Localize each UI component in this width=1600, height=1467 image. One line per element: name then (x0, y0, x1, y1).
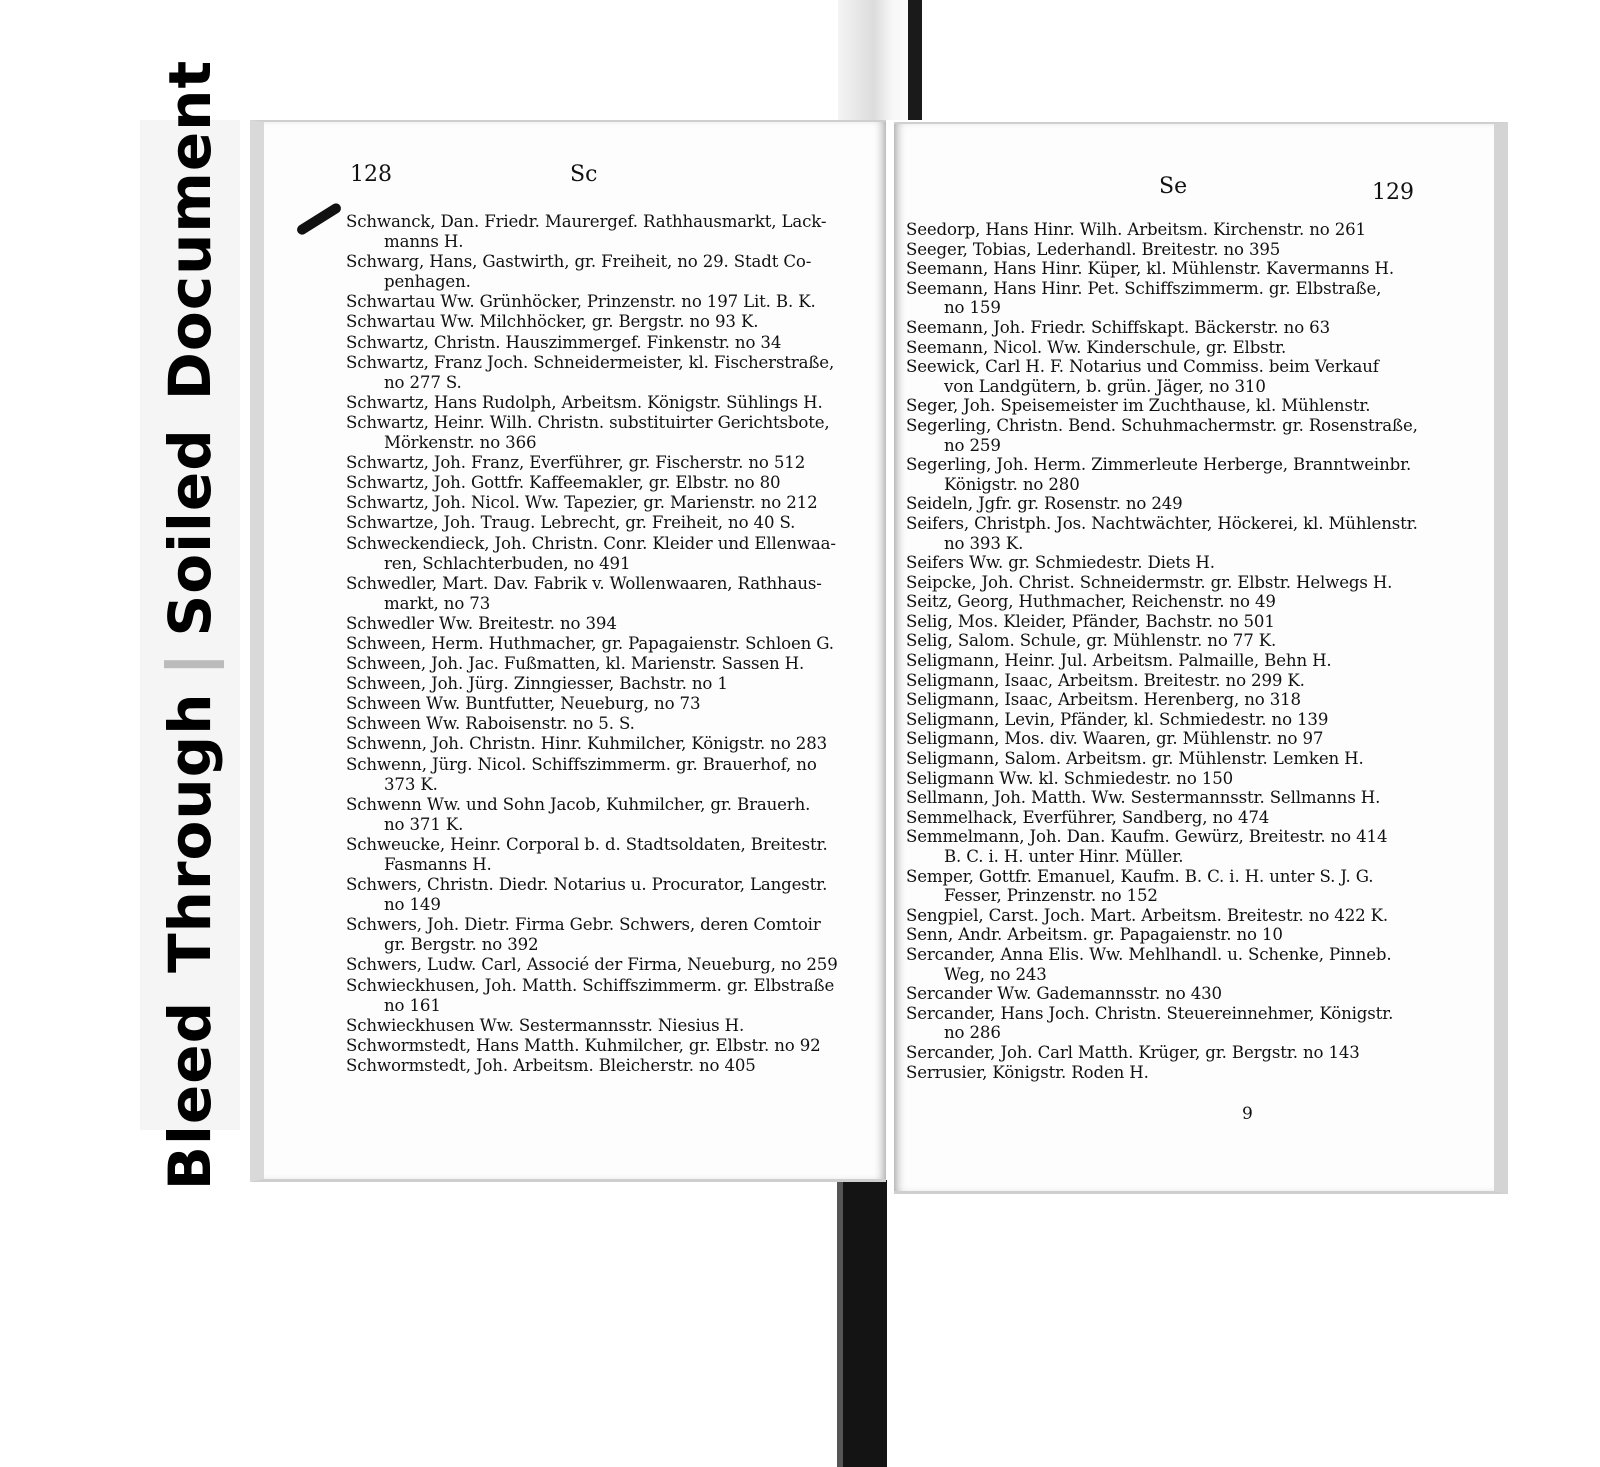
entry-line: Schwartz, Joh. Gottfr. Kaffeemakler, gr. Elbstr. no 80 (346, 473, 781, 493)
directory-entry (906, 729, 1476, 749)
directory-entry (346, 473, 886, 493)
entry-line: Seifers Ww. gr. Schmiedestr. Diets H. (906, 553, 1215, 573)
entry-continuation: Königstr. no 280 (944, 474, 1080, 494)
right-entry-list (906, 220, 1476, 1082)
entry-continuation: Fasmanns H. (384, 855, 492, 874)
left-page (250, 120, 886, 1182)
entry-line: Schwedler Ww. Breitestr. no 394 (346, 613, 617, 633)
directory-entry (346, 513, 886, 533)
directory-entry (906, 808, 1476, 828)
entry-continuation: markt, no 73 (384, 593, 491, 613)
entry-line: Schwartz, Franz Joch. Schneidermeister, kl. Fischerstraße, (346, 352, 835, 372)
entry-continuation: no 159 (944, 298, 1001, 318)
entry-line: Schwarg, Hans, Gastwirth, gr. Freiheit, no 29. Stadt Co- (346, 252, 812, 272)
entry-line: Schween, Joh. Jac. Fußmatten, kl. Marienstr. Sassen H. (346, 654, 805, 674)
directory-entry (346, 976, 886, 1016)
directory-entry (906, 494, 1476, 514)
directory-entry (906, 671, 1476, 691)
entry-line: Sengpiel, Carst. Joch. Mart. Arbeitsm. Breitestr. no 422 K. (906, 905, 1389, 925)
entry-line: Schwartz, Joh. Nicol. Ww. Tapezier, gr. Marienstr. no 212 (346, 493, 818, 513)
entry-line: Seligmann, Levin, Pfänder, kl. Schmiedestr. no 139 (906, 709, 1329, 729)
directory-entry (346, 353, 886, 393)
directory-entry (346, 955, 886, 975)
entry-line: Semper, Gottfr. Emanuel, Kaufm. B. C. i. H. unter S. J. G. (906, 866, 1374, 886)
entry-line: Schwers, Ludw. Carl, Associé der Firma, Neueburg, no 259 (346, 955, 838, 975)
entry-line: Sercander, Anna Elis. Ww. Mehlhandl. u. Schenke, Pinneb. (906, 944, 1392, 964)
degradation-label-text (156, 46, 224, 1204)
entry-line: Seligmann, Isaac, Arbeitsm. Herenberg, no 318 (906, 690, 1301, 710)
entry-continuation: ren, Schlachterbuden, no 491 (384, 553, 631, 573)
entry-line: Schweucke, Heinr. Corporal b. d. Stadtsoldaten, Breitestr. (346, 834, 828, 854)
entry-line: Serrusier, Königstr. Roden H. (906, 1062, 1149, 1082)
directory-entry (346, 694, 886, 714)
directory-entry (346, 1016, 886, 1036)
entry-line: Schwenn, Jürg. Nicol. Schiffszimmerm. gr. Brauerhof, no (346, 754, 817, 774)
left-entry-list (346, 212, 886, 1076)
directory-entry (346, 292, 886, 312)
entry-continuation: Weg, no 243 (944, 964, 1047, 984)
entry-continuation: no 286 (944, 1023, 1001, 1043)
directory-entry (346, 634, 886, 654)
directory-entry (346, 875, 886, 915)
entry-line: Selig, Salom. Schule, gr. Mühlenstr. no 77 K. (906, 631, 1277, 651)
directory-entry (346, 252, 886, 292)
entry-line: Seemann, Hans Hinr. Pet. Schiffszimmerm. gr. Elbstraße, (906, 278, 1382, 298)
entry-line: Schwieckhusen, Joh. Matth. Schiffszimmerm. gr. Elbstraße (346, 975, 835, 995)
entry-line: Seemann, Nicol. Ww. Kinderschule, gr. Elbstr. (906, 337, 1287, 357)
entry-line: Schwers, Joh. Dietr. Firma Gebr. Schwers, deren Comtoir (346, 915, 821, 935)
right-page-number: 129 (1372, 180, 1414, 205)
entry-line: Seeger, Tobias, Lederhandl. Breitestr. no 395 (906, 239, 1281, 259)
directory-entry (346, 493, 886, 513)
entry-continuation: Fesser, Prinzenstr. no 152 (944, 886, 1158, 906)
directory-entry (906, 984, 1476, 1004)
entry-line: Schwormstedt, Joh. Arbeitsm. Bleicherstr. no 405 (346, 1055, 756, 1075)
directory-entry (906, 945, 1476, 984)
entry-line: Seligmann Ww. kl. Schmiedestr. no 150 (906, 768, 1234, 788)
left-page-number: 128 (350, 162, 392, 187)
entry-line: Segerling, Christn. Bend. Schuhmachermstr. gr. Rosenstraße, (906, 415, 1418, 435)
directory-entry (906, 259, 1476, 279)
entry-line: Schwartz, Hans Rudolph, Arbeitsm. Königstr. Sühlings H. (346, 392, 823, 412)
entry-continuation: Mörkenstr. no 366 (384, 433, 537, 453)
entry-line: Schween, Herm. Huthmacher, gr. Papagaienstr. Schloen G. (346, 633, 834, 653)
directory-entry (906, 690, 1476, 710)
entry-line: Semmelhack, Everführer, Sandberg, no 474 (906, 807, 1270, 827)
book-spine-top (838, 0, 928, 120)
directory-entry (906, 416, 1476, 455)
entry-continuation: no 161 (384, 995, 441, 1015)
entry-continuation: gr. Bergstr. no 392 (384, 935, 539, 955)
entry-continuation: B. C. i. H. unter Hinr. Müller. (944, 847, 1184, 866)
directory-entry (346, 413, 886, 453)
directory-entry (906, 357, 1476, 396)
directory-entry (906, 769, 1476, 789)
directory-entry (906, 573, 1476, 593)
label-separator (164, 661, 224, 669)
directory-entry (346, 674, 886, 694)
entry-continuation: no 259 (944, 435, 1001, 455)
directory-entry (346, 915, 886, 955)
entry-continuation: no 393 K. (944, 533, 1024, 553)
directory-entry (906, 592, 1476, 612)
directory-entry (346, 835, 886, 875)
directory-entry (346, 755, 886, 795)
directory-entry (906, 318, 1476, 338)
book-spine-bottom (837, 1180, 887, 1467)
entry-line: Schween Ww. Raboisenstr. no 5. S. (346, 714, 635, 734)
entry-line: Schwers, Christn. Diedr. Notarius u. Procurator, Langestr. (346, 875, 828, 895)
entry-continuation: manns H. (384, 232, 464, 252)
entry-line: Schween Ww. Buntfutter, Neueburg, no 73 (346, 694, 701, 714)
entry-line: Schwedler, Mart. Dav. Fabrik v. Wollenwaaren, Rathhaus- (346, 573, 822, 593)
directory-entry (346, 574, 886, 614)
entry-line: Seligmann, Heinr. Jul. Arbeitsm. Palmaille, Behn H. (906, 651, 1332, 671)
directory-entry (906, 279, 1476, 318)
directory-entry (906, 514, 1476, 553)
entry-line: Seipcke, Joh. Christ. Schneidermstr. gr. Elbstr. Helwegs H. (906, 572, 1393, 592)
left-running-head: Sc (570, 162, 598, 187)
directory-entry (346, 534, 886, 574)
entry-line: Schwormstedt, Hans Matth. Kuhmilcher, gr. Elbstr. no 92 (346, 1035, 821, 1055)
entry-continuation: no 277 S. (384, 372, 462, 392)
directory-entry (906, 396, 1476, 416)
entry-line: Semmelmann, Joh. Dan. Kaufm. Gewürz, Breitestr. no 414 (906, 827, 1388, 847)
entry-continuation: von Landgütern, b. grün. Jäger, no 310 (944, 376, 1266, 396)
directory-entry (346, 795, 886, 835)
directory-entry (906, 1043, 1476, 1063)
label-word-soiled: Soiled (156, 428, 224, 637)
directory-entry (906, 925, 1476, 945)
entry-line: Segerling, Joh. Herm. Zimmerleute Herberge, Branntweinbr. (906, 455, 1412, 475)
directory-entry (906, 455, 1476, 494)
directory-entry (906, 553, 1476, 573)
directory-entry (906, 749, 1476, 769)
directory-entry (346, 614, 886, 634)
directory-entry (906, 220, 1476, 240)
entry-line: Schwenn Ww. und Sohn Jacob, Kuhmilcher, gr. Brauerh. (346, 794, 811, 814)
directory-entry (906, 827, 1476, 866)
label-word-through: Through (156, 692, 224, 973)
directory-entry (346, 734, 886, 754)
signature-mark: 9 (1242, 1104, 1253, 1124)
directory-entry (906, 240, 1476, 260)
entry-line: Seitz, Georg, Huthmacher, Reichenstr. no 49 (906, 592, 1276, 612)
right-running-head: Se (1159, 174, 1188, 199)
entry-continuation: no 149 (384, 895, 441, 915)
entry-line: Seedorp, Hans Hinr. Wilh. Arbeitsm. Kirchenstr. no 261 (906, 220, 1366, 239)
directory-entry (346, 654, 886, 674)
degradation-label (140, 59, 240, 1191)
directory-entry (906, 631, 1476, 651)
label-word-bleed: Bleed (156, 1000, 224, 1191)
entry-line: Schwieckhusen Ww. Sestermannsstr. Niesius H. (346, 1015, 745, 1035)
entry-line: Schwartz, Joh. Franz, Everführer, gr. Fischerstr. no 512 (346, 453, 806, 473)
entry-line: Seemann, Joh. Friedr. Schiffskapt. Bäckerstr. no 63 (906, 317, 1330, 337)
entry-continuation: 373 K. (384, 774, 438, 794)
entry-line: Seger, Joh. Speisemeister im Zuchthause, kl. Mühlenstr. (906, 396, 1371, 416)
directory-entry (906, 338, 1476, 358)
entry-line: Seligmann, Isaac, Arbeitsm. Breitestr. no 299 K. (906, 670, 1305, 690)
directory-entry (906, 710, 1476, 730)
right-page (894, 122, 1508, 1194)
directory-entry (906, 612, 1476, 632)
directory-entry (906, 906, 1476, 926)
entry-line: Sellmann, Joh. Matth. Ww. Sestermannsstr. Sellmanns H. (906, 788, 1381, 808)
entry-continuation: no 371 K. (384, 814, 464, 834)
entry-line: Schwenn, Joh. Christn. Hinr. Kuhmilcher, Königstr. no 283 (346, 734, 828, 754)
entry-line: Schwanck, Dan. Friedr. Maurergef. Rathhausmarkt, Lack- (346, 212, 827, 231)
entry-line: Sercander, Joh. Carl Matth. Krüger, gr. Bergstr. no 143 (906, 1042, 1360, 1062)
directory-entry (346, 453, 886, 473)
entry-line: Schwartze, Joh. Traug. Lebrecht, gr. Freiheit, no 40 S. (346, 513, 796, 533)
entry-line: Schwartz, Christn. Hauszimmergef. Finkenstr. no 34 (346, 332, 782, 352)
entry-continuation: penhagen. (384, 272, 471, 292)
directory-entry (346, 714, 886, 734)
entry-line: Seewick, Carl H. F. Notarius und Commiss. beim Verkauf (906, 357, 1379, 377)
directory-entry (346, 1036, 886, 1056)
entry-line: Schwartau Ww. Milchhöcker, gr. Bergstr. no 93 K. (346, 312, 759, 332)
entry-line: Selig, Mos. Kleider, Pfänder, Bachstr. no 501 (906, 611, 1275, 631)
entry-line: Seideln, Jgfr. gr. Rosenstr. no 249 (906, 494, 1183, 514)
directory-entry (906, 788, 1476, 808)
directory-entry (346, 1056, 886, 1076)
entry-line: Sercander Ww. Gademannsstr. no 430 (906, 984, 1222, 1004)
directory-entry (346, 393, 886, 413)
entry-line: Sercander, Hans Joch. Christn. Steuereinnehmer, Königstr. (906, 1003, 1394, 1023)
directory-entry (906, 1063, 1476, 1083)
directory-entry (906, 1004, 1476, 1043)
entry-line: Schweckendieck, Joh. Christn. Conr. Kleider und Ellenwaa- (346, 533, 836, 553)
label-word-document: Document (156, 59, 224, 401)
entry-line: Schwartau Ww. Grünhöcker, Prinzenstr. no 197 Lit. B. K. (346, 292, 816, 312)
directory-entry (346, 312, 886, 332)
entry-line: Schwartz, Heinr. Wilh. Christn. substituirter Gerichtsbote, (346, 412, 830, 432)
directory-entry (906, 651, 1476, 671)
ink-stroke-mark (295, 202, 343, 237)
entry-line: Seemann, Hans Hinr. Küper, kl. Mühlenstr. Kavermanns H. (906, 259, 1394, 279)
entry-line: Schween, Joh. Jürg. Zinngiesser, Bachstr. no 1 (346, 674, 728, 694)
entry-line: Seligmann, Salom. Arbeitsm. gr. Mühlenstr. Lemken H. (906, 749, 1364, 769)
entry-line: Seligmann, Mos. div. Waaren, gr. Mühlenstr. no 97 (906, 729, 1324, 749)
directory-entry (346, 333, 886, 353)
directory-entry (346, 212, 886, 252)
entry-line: Senn, Andr. Arbeitsm. gr. Papagaienstr. no 10 (906, 925, 1283, 945)
directory-entry (906, 867, 1476, 906)
entry-line: Seifers, Christph. Jos. Nachtwächter, Höckerei, kl. Mühlenstr. (906, 513, 1418, 533)
